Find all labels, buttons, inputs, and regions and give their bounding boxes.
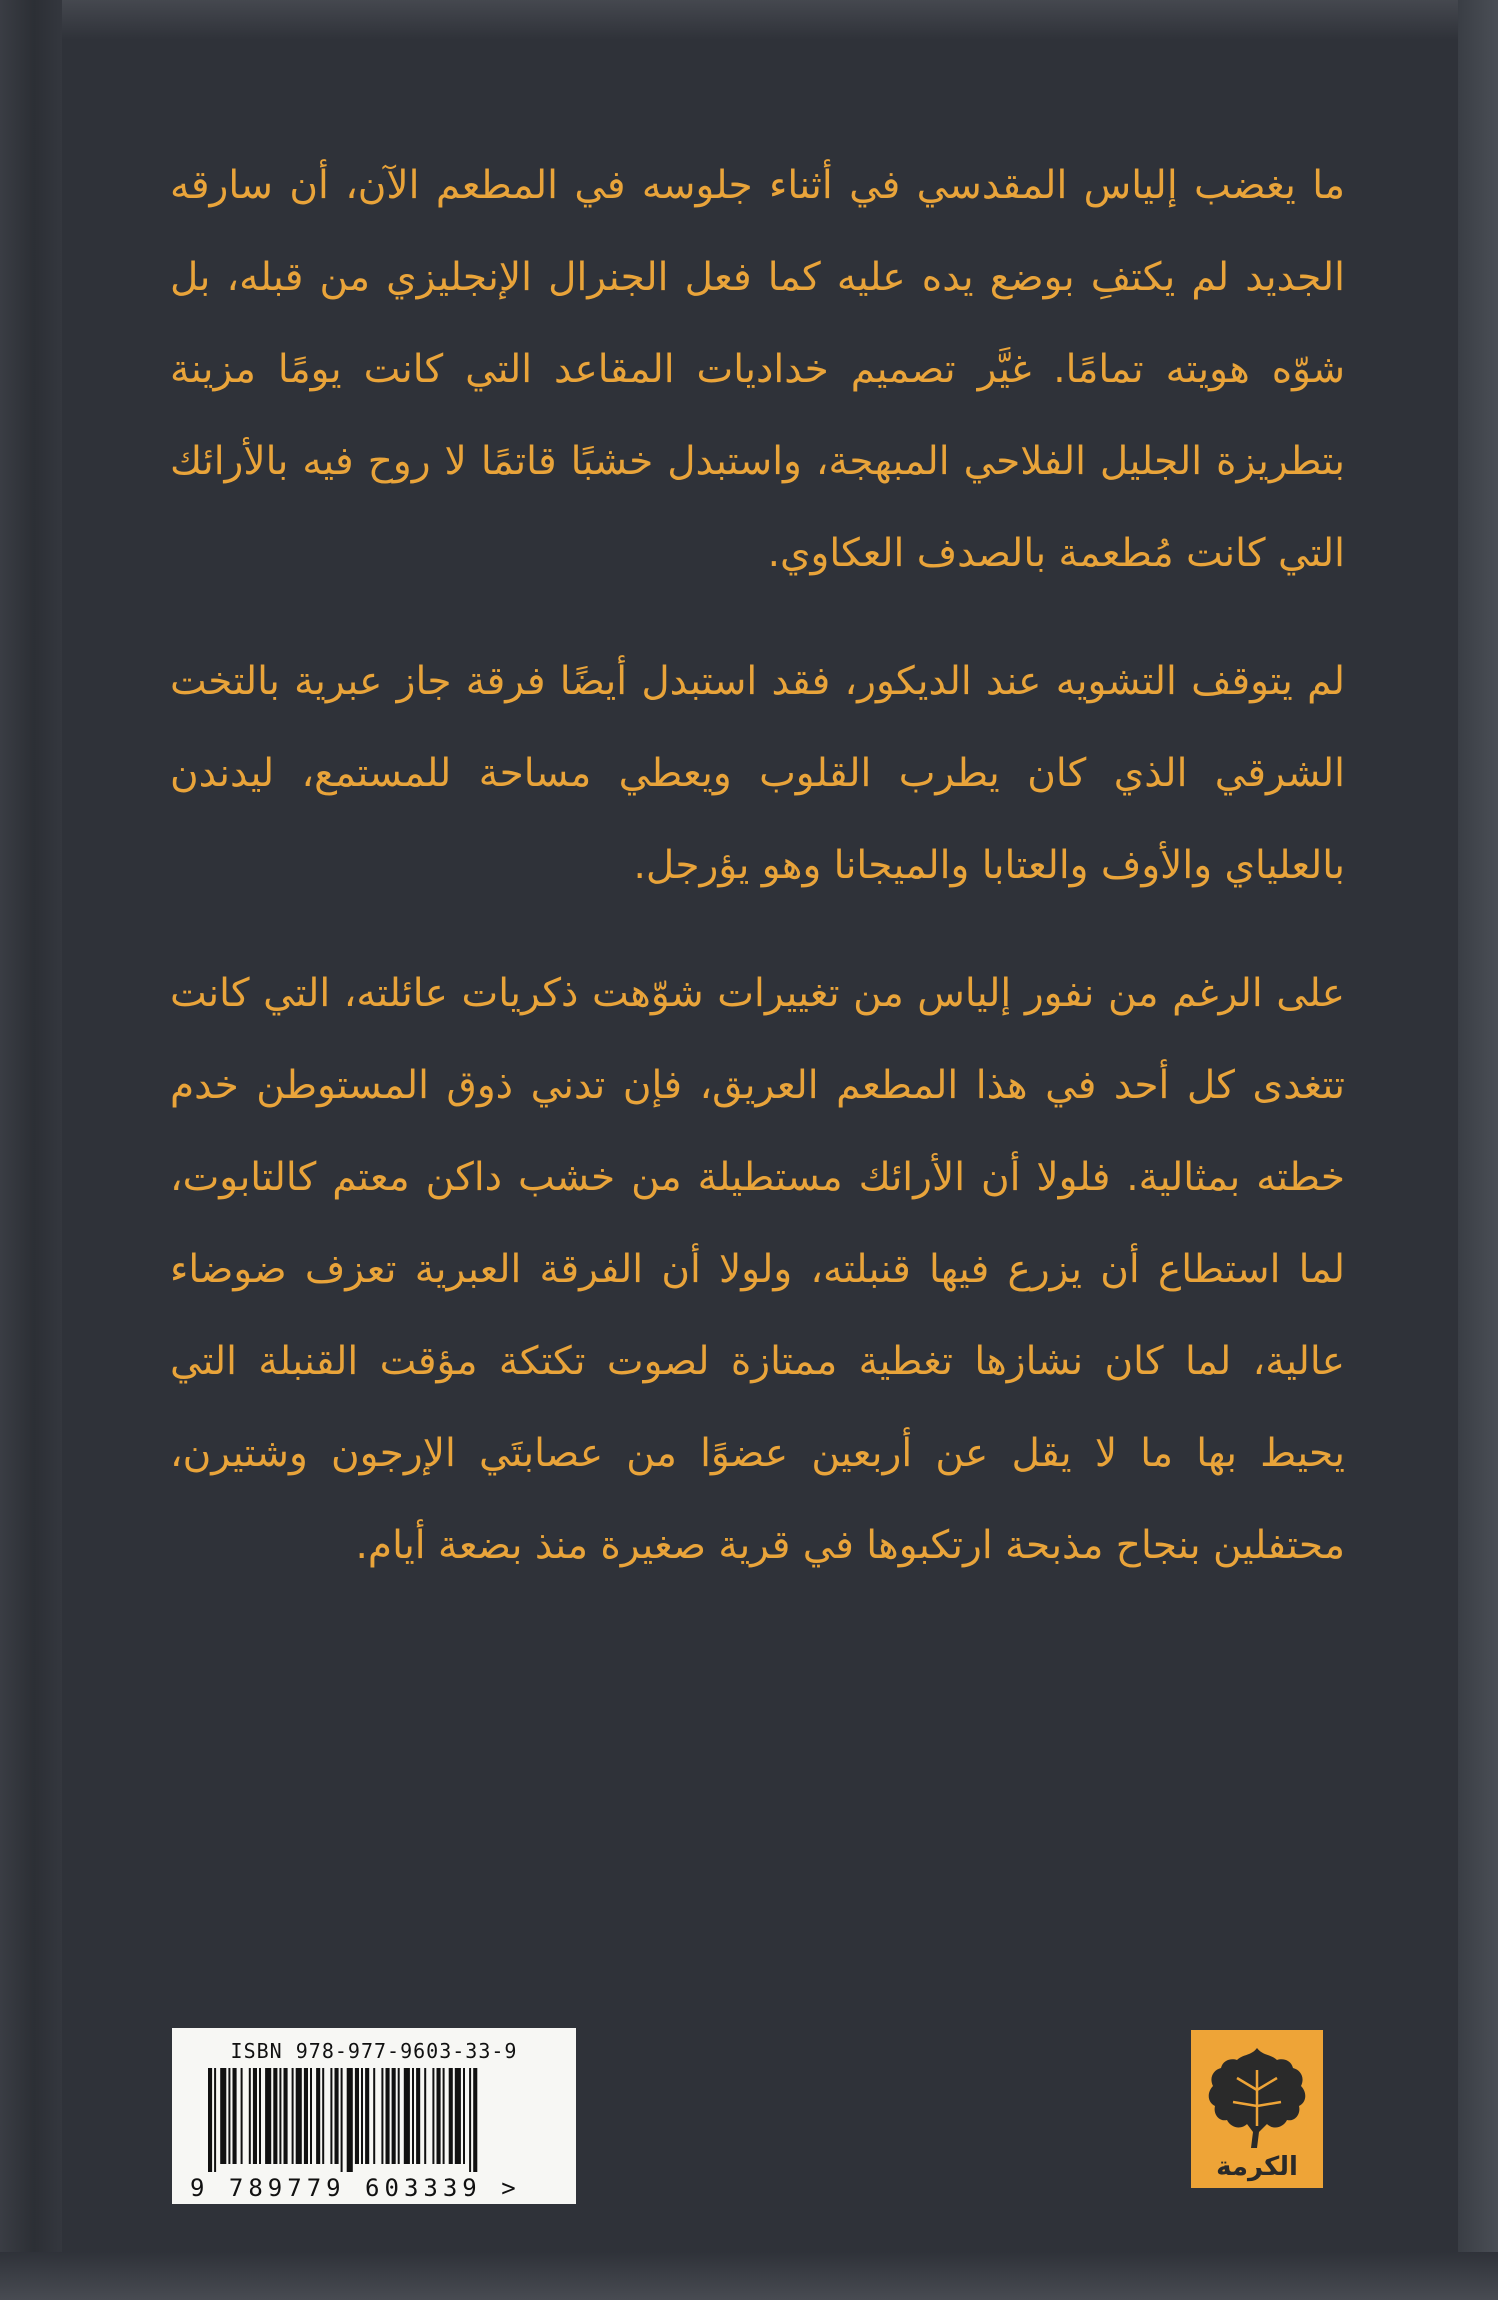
isbn-label: ISBN 978-977-9603-33-9: [230, 2039, 518, 2063]
publisher-name: الكرمة: [1216, 2152, 1298, 2182]
isbn-barcode: [172, 2028, 576, 2204]
barcode-bar: [273, 2068, 277, 2164]
barcode-bar: [279, 2068, 281, 2164]
barcode-bar: [296, 2068, 302, 2164]
barcode-bar: [437, 2068, 441, 2164]
blurb-paragraph-3: على الرغم من نفور إلياس من تغييرات شوّهت ذكريات عائلته، التي كانت تتغدى كل أحد في هذا المطعم العريق، فإن تدني ذوق المستوطن خدم خطته بمثالية. فلولا أن الأرائك مستطيلة من خشب داكن معتم كالتابوت، لما استطاع أن يزرع فيها قنبلته، ولولا أن الفرقة العبرية تعزف ضوضاء عالية، لما كان نشازها تغطية ممتازة لصوت تكتكة مؤقت القنبلة التي يحيط بها ما لا يقل عن أربعين عضوًا من عصابتَي الإرجون وشتيرن، محتفلين بنجاح مذبحة ارتكبوها في قرية صغيرة منذ بضعة أيام.: [170, 971, 1345, 1568]
barcode-bar: [310, 2068, 312, 2164]
barcode-bar: [469, 2068, 471, 2172]
barcode-bar: [412, 2068, 414, 2164]
barcode-bar: [292, 2068, 294, 2164]
barcode-bar: [241, 2068, 243, 2164]
barcode-bar: [347, 2068, 353, 2172]
publisher-logo: [1191, 2030, 1323, 2188]
barcode-bar: [322, 2068, 324, 2164]
blurb-paragraph-1: ما يغضب إلياس المقدسي في أثناء جلوسه في المطعم الآن، أن سارقه الجديد لم يكتفِ بوضع يده عليه كما فعل الجنرال الإنجليزي من قبله، بل شوّه هويته تمامًا. غيَّر تصميم خداديات المقاعد التي كانت يومًا مزينة بتطريزة الجليل الفلاحي المبهجة، واستبدل خشبًا قاتمًا لا روح فيه بالأرائك التي كانت مُطعمة بالصدف العكاوي.: [170, 163, 1345, 576]
spine-edge: [0, 0, 62, 2300]
barcode-bar: [284, 2068, 288, 2164]
barcode-bar: [214, 2068, 216, 2172]
barcode-bar: [259, 2068, 261, 2164]
barcode-bar: [265, 2068, 271, 2164]
barcode-bar: [228, 2068, 230, 2164]
barcode-bar: [392, 2068, 396, 2164]
barcode-bar: [220, 2068, 226, 2164]
barcode-bar: [365, 2068, 369, 2164]
cover-right-edge: [1458, 0, 1498, 2300]
barcode-bar: [455, 2068, 461, 2164]
barcode-digits: 9 789779 603339 >: [190, 2174, 521, 2202]
barcode-bar: [361, 2068, 363, 2164]
barcode-bar: [404, 2068, 410, 2164]
barcode-bar: [416, 2068, 420, 2164]
barcode-bar: [443, 2068, 445, 2164]
barcode-bar: [316, 2068, 320, 2164]
barcode-bar: [249, 2068, 251, 2164]
cover-top-edge: [0, 0, 1498, 40]
barcode-bar: [208, 2068, 212, 2172]
barcode-bar: [463, 2068, 465, 2164]
back-cover-blurb: [170, 140, 1345, 1628]
barcode-bar: [473, 2068, 477, 2172]
barcode-bar: [253, 2068, 257, 2164]
barcode-bars: [194, 2068, 554, 2172]
barcode-bar: [330, 2068, 332, 2164]
barcode-bar: [341, 2068, 343, 2172]
barcode-bar: [373, 2068, 375, 2164]
barcode-bar: [304, 2068, 308, 2164]
barcode-bar: [381, 2068, 383, 2164]
barcode-bar: [233, 2068, 237, 2164]
blurb-paragraph-2: لم يتوقف التشويه عند الديكور، فقد استبدل أيضًا فرقة جاز عبرية بالتخت الشرقي الذي كان يطرب القلوب ويعطي مساحة للمستمع، ليدندن بالعلياي والأوف والعتابا والميجانا وهو يؤرجل.: [170, 659, 1345, 888]
barcode-bar: [424, 2068, 426, 2164]
barcode-bar: [355, 2068, 359, 2164]
cover-bottom-edge: [0, 2252, 1498, 2300]
barcode-bar: [386, 2068, 390, 2164]
barcode-bar: [449, 2068, 453, 2164]
barcode-bar: [432, 2068, 434, 2164]
barcode-bar: [398, 2068, 400, 2164]
barcode-bar: [335, 2068, 339, 2164]
